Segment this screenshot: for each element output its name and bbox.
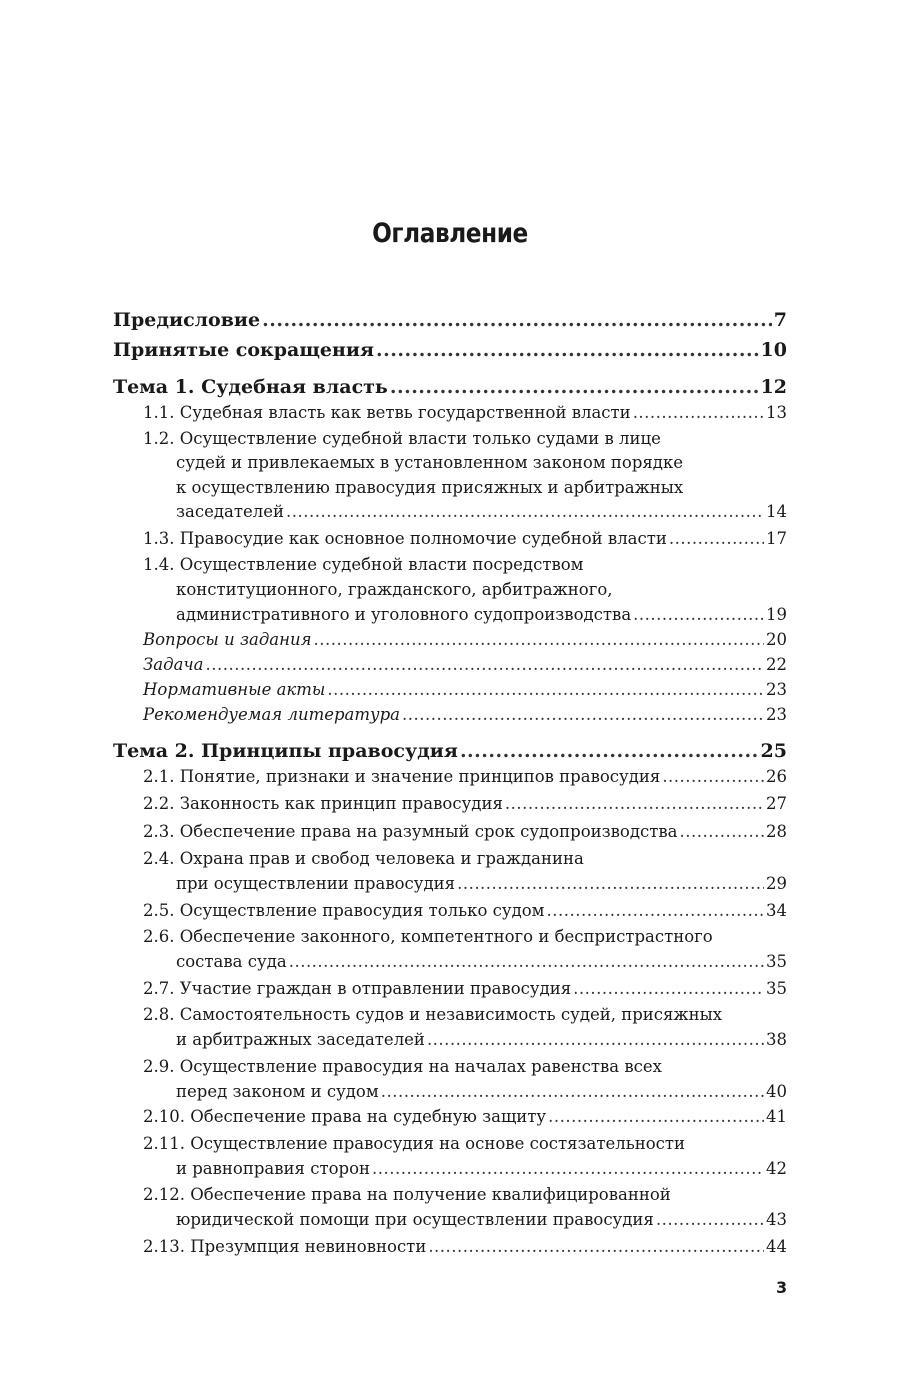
- toc-entry: [113, 373, 787, 401]
- toc-entry-page: 12: [760, 376, 787, 398]
- toc-entry: [143, 1132, 787, 1156]
- toc-entry-title: 1.4. Осуществление судебной власти посредством: [143, 555, 584, 574]
- toc-entry: [143, 1003, 787, 1027]
- toc-entry: [143, 847, 787, 871]
- toc-entry-page: 23: [766, 705, 787, 724]
- toc-entry-title: 2.12. Обеспечение права на получение квалифицированной: [143, 1185, 671, 1204]
- toc-entry-title: Тема 2. Принципы правосудия: [113, 740, 458, 762]
- dot-leader: [547, 899, 765, 923]
- toc-entry: [143, 653, 787, 677]
- toc-entry: [176, 872, 787, 896]
- toc-entry: [143, 553, 787, 577]
- toc-entry-title: и равноправия сторон: [176, 1159, 370, 1178]
- toc-entry-page: 43: [766, 1210, 787, 1229]
- toc-entry: [113, 336, 787, 364]
- toc-entry: [143, 678, 787, 702]
- toc-entry-title: 2.9. Осуществление правосудия на началах равенства всех: [143, 1057, 662, 1076]
- toc-entry: [143, 703, 787, 727]
- toc-entry: [143, 820, 787, 844]
- dot-leader: [662, 765, 764, 789]
- toc-entry-page: 13: [766, 403, 787, 422]
- toc-entry-title: 2.3. Обеспечение права на разумный срок судопроизводства: [143, 822, 678, 841]
- toc-entry-title: юридической помощи при осуществлении правосудия: [176, 1210, 654, 1229]
- toc-entry: [143, 977, 787, 1001]
- toc-entry-page: 29: [766, 874, 787, 893]
- toc-entry: [176, 1028, 787, 1052]
- dot-leader: [402, 703, 764, 727]
- toc-entry-title: 2.10. Обеспечение права на судебную защиту: [143, 1107, 547, 1126]
- toc-entry: [113, 306, 787, 334]
- toc-entry-page: 14: [766, 502, 787, 521]
- toc-entry: [176, 1157, 787, 1181]
- toc-entry: [176, 476, 787, 500]
- toc-entry-title: 2.2. Законность как принцип правосудия: [143, 794, 503, 813]
- toc-entry: [176, 500, 787, 524]
- toc-entry-title: конституционного, гражданского, арбитражного,: [176, 580, 613, 599]
- toc-entry: [143, 401, 787, 425]
- toc-entry-title: Тема 1. Судебная власть: [113, 376, 388, 398]
- toc-entry-page: 20: [766, 630, 787, 649]
- toc-entry: [176, 451, 787, 475]
- dot-leader: [262, 306, 772, 334]
- toc-entry-title: 2.6. Обеспечение законного, компетентного и беспристрастного: [143, 927, 713, 946]
- dot-leader: [390, 373, 759, 401]
- toc-entry-page: 41: [766, 1107, 787, 1126]
- toc-entry-page: 25: [760, 740, 787, 762]
- toc-entry-title: и арбитражных заседателей: [176, 1030, 425, 1049]
- dot-leader: [428, 1235, 764, 1259]
- toc-entry-title: перед законом и судом: [176, 1082, 379, 1101]
- toc-entry-title: 2.11. Осуществление правосудия на основе состязательности: [143, 1134, 686, 1153]
- toc-entry: [176, 1080, 787, 1104]
- toc-entry-page: 27: [766, 794, 787, 813]
- dot-leader: [656, 1208, 764, 1232]
- dot-leader: [573, 977, 764, 1001]
- toc-entry: [143, 1183, 787, 1207]
- toc-entry: [143, 925, 787, 949]
- toc-entry-title: к осуществлению правосудия присяжных и арбитражных: [176, 478, 684, 497]
- toc-entry: [143, 1105, 787, 1129]
- toc-entry-page: 17: [766, 529, 787, 548]
- toc-entry-title: заседателей: [176, 502, 284, 521]
- toc-entry-title: 1.1. Судебная власть как ветвь государственной власти: [143, 403, 631, 422]
- toc-entry: [143, 899, 787, 923]
- dot-leader: [376, 336, 759, 364]
- dot-leader: [381, 1080, 764, 1104]
- dot-leader: [505, 792, 764, 816]
- toc-entry-page: 28: [766, 822, 787, 841]
- toc-entry: [176, 578, 787, 602]
- toc-entry-title: состава суда: [176, 952, 287, 971]
- toc-entry-page: 7: [773, 309, 787, 331]
- toc-entry: [143, 527, 787, 551]
- toc-entry: [143, 765, 787, 789]
- dot-leader: [460, 737, 759, 765]
- dot-leader: [548, 1105, 764, 1129]
- dot-leader: [372, 1157, 764, 1181]
- dot-leader: [289, 950, 764, 974]
- dot-leader: [457, 872, 764, 896]
- toc-entry-page: 23: [766, 680, 787, 699]
- toc-entry-title: 2.4. Охрана прав и свобод человека и гражданина: [143, 849, 584, 868]
- toc-entry-page: 19: [766, 605, 787, 624]
- toc-entry: [176, 603, 787, 627]
- dot-leader: [286, 500, 764, 524]
- dot-leader: [633, 603, 764, 627]
- toc-entry: [176, 950, 787, 974]
- dot-leader: [327, 678, 764, 702]
- dot-leader: [669, 527, 764, 551]
- toc-entry-title: Нормативные акты: [143, 680, 326, 699]
- toc-entry-page: 44: [766, 1237, 787, 1256]
- toc-entry: [143, 1055, 787, 1079]
- toc-entry: [143, 1235, 787, 1259]
- toc-entry-title: судей и привлекаемых в установленном законом порядке: [176, 453, 684, 472]
- toc-entry-title: 2.1. Понятие, признаки и значение принципов правосудия: [143, 767, 661, 786]
- toc-entry-title: административного и уголовного судопроизводства: [176, 605, 632, 624]
- toc-entry-title: 2.8. Самостоятельность судов и независимость судей, присяжных: [143, 1005, 723, 1024]
- dot-leader: [314, 628, 764, 652]
- toc-entry-page: 10: [760, 339, 787, 361]
- toc-entry-page: 22: [766, 655, 787, 674]
- toc-entry: [176, 1208, 787, 1232]
- toc-entry: [143, 427, 787, 451]
- toc-entry-title: при осуществлении правосудия: [176, 874, 456, 893]
- page-number: 3: [776, 1278, 788, 1297]
- toc-entry: [113, 737, 787, 765]
- toc-entry-page: 26: [766, 767, 787, 786]
- toc-entry-page: 42: [766, 1159, 787, 1178]
- toc-entry-title: Предисловие: [113, 309, 261, 331]
- toc-entry-title: Принятые сокращения: [113, 339, 375, 361]
- toc-entry-title: 1.2. Осуществление судебной власти только судами в лице: [143, 429, 661, 448]
- toc-entry: [143, 628, 787, 652]
- toc-entry-page: 35: [766, 952, 787, 971]
- dot-leader: [206, 653, 764, 677]
- toc-entry-title: 2.5. Осуществление правосудия только судом: [143, 901, 545, 920]
- dot-leader: [680, 820, 764, 844]
- dot-leader: [427, 1028, 764, 1052]
- toc-entry-title: 2.7. Участие граждан в отправлении правосудия: [143, 979, 572, 998]
- toc-entry-page: 34: [766, 901, 787, 920]
- toc-entry: [143, 792, 787, 816]
- toc-entry-title: 2.13. Презумпция невиновности: [143, 1237, 427, 1256]
- toc-entry-page: 35: [766, 979, 787, 998]
- page-title: Оглавление: [372, 218, 528, 249]
- toc-entry-title: 1.3. Правосудие как основное полномочие судебной власти: [143, 529, 667, 548]
- toc-entry-title: Рекомендуемая литература: [143, 705, 401, 724]
- toc-entry-page: 38: [766, 1030, 787, 1049]
- toc-entry-page: 40: [766, 1082, 787, 1101]
- toc-entry-title: Вопросы и задания: [143, 630, 312, 649]
- toc-entry-title: Задача: [143, 655, 204, 674]
- dot-leader: [633, 401, 764, 425]
